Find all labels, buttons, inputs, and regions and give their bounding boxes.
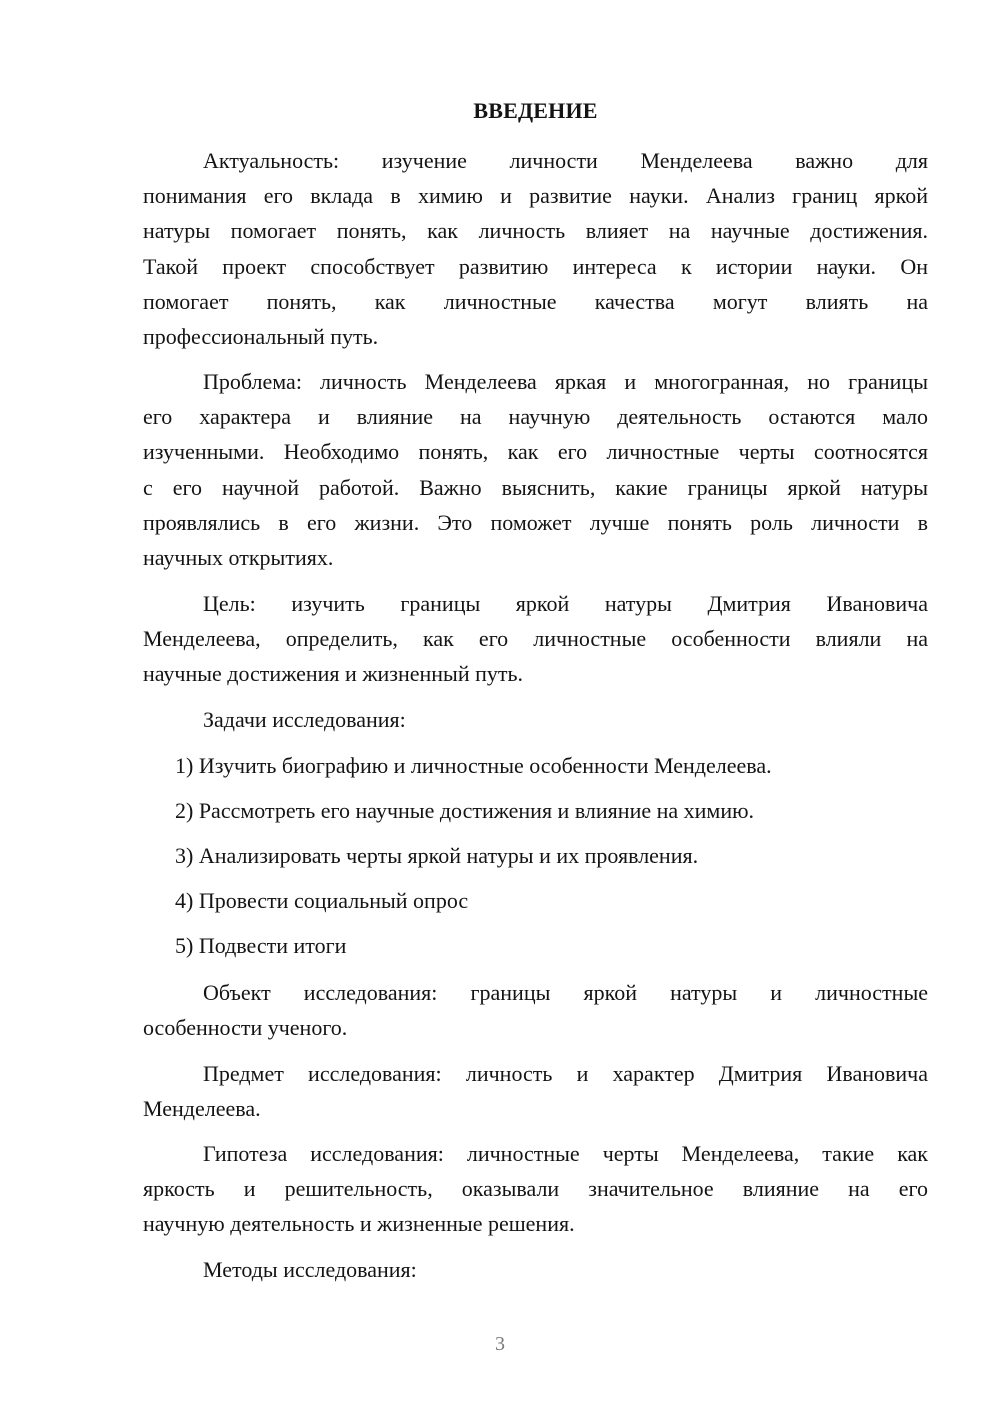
text-line: Такой проект способствует развитию интереса к истории науки. Он: [143, 253, 928, 279]
text-line: натуры помогает понять, как личность влияет на научные достижения.: [143, 218, 928, 244]
text-line: Менделеева, определить, как его личностные особенности влияли на: [143, 626, 928, 652]
subject-paragraph: [143, 1056, 928, 1126]
text-line: Проблема: личность Менделеева яркая и многогранная, но границы: [203, 369, 928, 394]
tasks-label: Задачи исследования:: [203, 707, 406, 732]
text-line: научных открытиях.: [143, 545, 334, 571]
text-line: понимания его вклада в химию и развитие науки. Анализ границ яркой: [143, 183, 928, 209]
relevance-paragraph: [143, 143, 928, 354]
goal-paragraph: [143, 586, 928, 692]
task-item: 3) Анализировать черты яркой натуры и их проявления.: [175, 843, 699, 868]
text-line: Объект исследования: границы яркой натуры и личностные: [203, 980, 928, 1005]
hypothesis-paragraph: [143, 1136, 928, 1242]
text-line: Цель: изучить границы яркой натуры Дмитрия Ивановича: [203, 591, 928, 616]
text-line: его характера и влияние на научную деятельность остаются мало: [143, 404, 928, 430]
text-line: профессиональный путь.: [143, 324, 379, 350]
text-line: Актуальность: изучение личности Менделеева важно для: [203, 148, 928, 173]
task-item: 2) Рассмотреть его научные достижения и влияние на химию.: [175, 798, 755, 823]
text-line: изученными. Необходимо понять, как его личностные черты соотносятся: [143, 439, 928, 465]
task-item: 4) Провести социальный опрос: [175, 888, 469, 913]
text-line: научные достижения и жизненный путь.: [143, 661, 524, 687]
text-line: Менделеева.: [143, 1096, 261, 1122]
text-line: научную деятельность и жизненные решения.: [143, 1211, 575, 1237]
page-number: 3: [495, 1333, 505, 1355]
task-item: 5) Подвести итоги: [175, 933, 347, 958]
text-line: особенности ученого.: [143, 1015, 348, 1041]
section-heading: ВВЕДЕНИЕ: [473, 98, 598, 123]
problem-paragraph: [143, 364, 928, 575]
methods-label: Методы исследования:: [203, 1257, 417, 1282]
text-line: Предмет исследования: личность и характер Дмитрия Ивановича: [203, 1061, 928, 1086]
text-line: Гипотеза исследования: личностные черты Менделеева, такие как: [203, 1141, 928, 1166]
text-line: яркость и решительность, оказывали значительное влияние на его: [143, 1176, 928, 1202]
text-line: помогает понять, как личностные качества могут влиять на: [143, 288, 928, 314]
text-line: проявлялись в его жизни. Это поможет лучше понять роль личности в: [143, 509, 928, 535]
object-paragraph: [143, 975, 928, 1045]
text-line: с его научной работой. Важно выяснить, какие границы яркой натуры: [143, 474, 928, 500]
task-item: 1) Изучить биографию и личностные особенности Менделеева.: [175, 753, 772, 778]
